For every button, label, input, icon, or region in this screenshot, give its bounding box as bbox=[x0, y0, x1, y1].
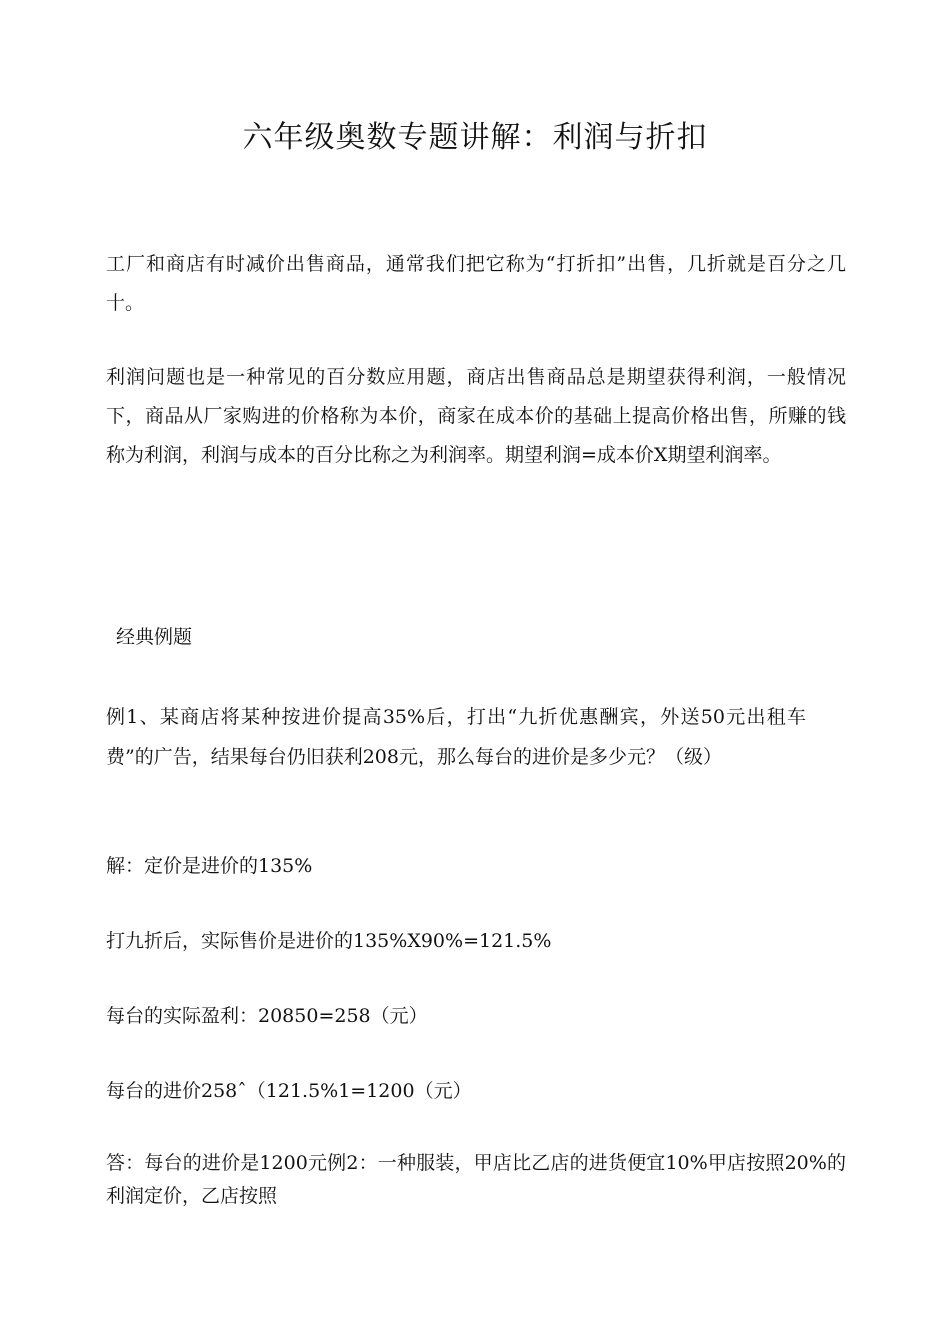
example1-step-1: 解：定价是进价的135% bbox=[106, 855, 313, 877]
document-title: 六年级奥数专题讲解：利润与折扣 bbox=[242, 120, 708, 155]
example1-answer: 答：每台的进价是1200元例2：一种服装，甲店比乙店的进货便宜10%甲店按照20%的利润定价，乙店按照 bbox=[106, 1152, 846, 1207]
example1-step-3: 每台的实际盈利：20850=258（元） bbox=[106, 1005, 428, 1027]
section-heading-examples: 经典例题 bbox=[116, 626, 193, 648]
example1-step-2: 打九折后，实际售价是进价的135%X90%=121.5% bbox=[106, 930, 552, 952]
example1-step-4: 每台的进价258ˆ（121.5%1=1200（元） bbox=[106, 1080, 472, 1102]
example1-question: 例1、某商店将某种按进价提高35%后，打出“九折优惠酬宾，外送50元出租车费”的广告，结果每台仍旧获利208元，那么每台的进价是多少元？（级） bbox=[106, 706, 806, 768]
intro-paragraph-discount: 工厂和商店有时减价出售商品，通常我们把它称为“打折扣”出售，几折就是百分之几十。 bbox=[106, 253, 846, 314]
intro-paragraph-profit: 利润问题也是一种常见的百分数应用题，商店出售商品总是期望获得利润，一般情况下，商品从厂家购进的价格称为本价，商家在成本价的基础上提高价格出售，所赚的钱称为利润，利润与成本的百分比称之为利润率。期望利润=成本价X期望利润率。 bbox=[106, 366, 846, 466]
